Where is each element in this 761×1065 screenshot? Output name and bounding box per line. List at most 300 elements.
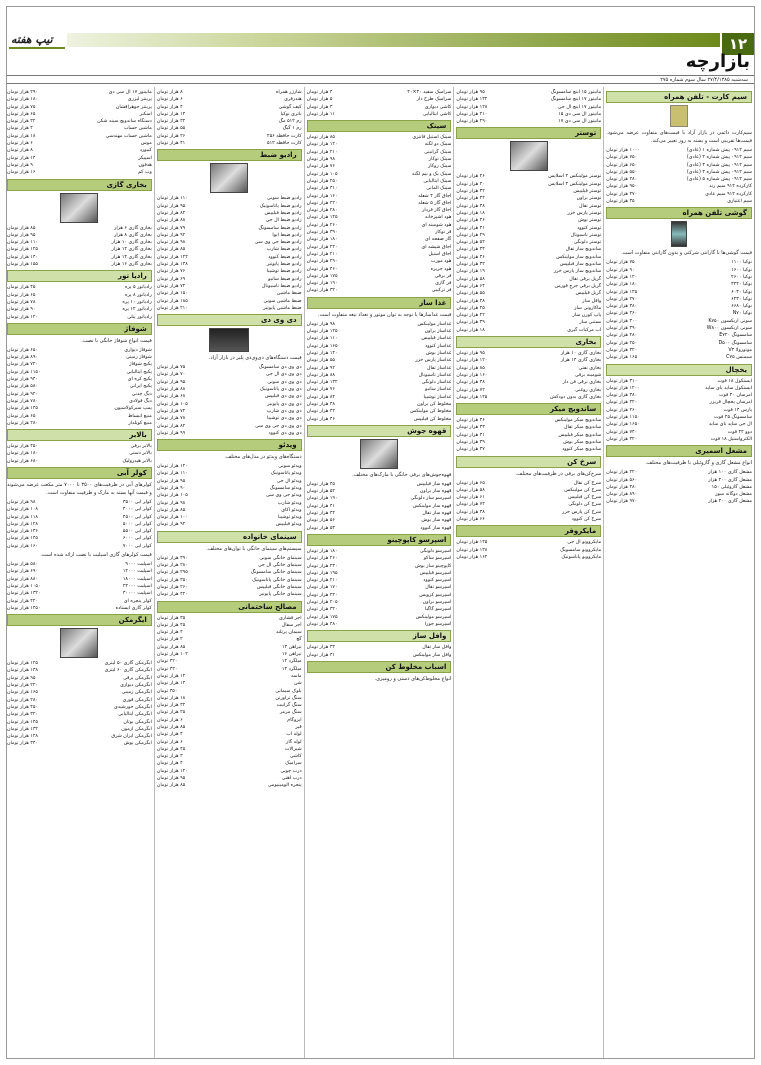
item-name: کولر آبی ۶۰۰۰ [122, 536, 152, 542]
item-name: بخاری گازی ۶ هزار [114, 225, 152, 231]
price-row [7, 689, 152, 696]
item-name: غذاساز دلونگی [421, 380, 452, 386]
item-price: ۲۶۰ هزار تومان [156, 584, 188, 590]
item-price: ۸۵ هزار تومان [7, 225, 36, 231]
product-photo [670, 105, 688, 127]
price-row [307, 394, 452, 401]
price-row [456, 181, 601, 188]
item-name: قهوه ساز کنوود [420, 525, 452, 531]
item-name: توستر براون [576, 196, 602, 202]
price-row [157, 739, 302, 746]
price-row [606, 176, 752, 183]
price-row [456, 232, 601, 239]
price-row [307, 335, 452, 342]
item-name: دی وی دی سونی [267, 379, 302, 385]
item-price: ۲۵۰ هزار تومان [306, 178, 338, 184]
item-name: قهوه ساز براون [419, 489, 452, 495]
item-price: ۱۲۰ هزار تومان [456, 358, 488, 364]
price-section [307, 425, 452, 532]
price-row [157, 96, 302, 103]
price-row [7, 254, 152, 261]
item-name: توستر فیلیپس [573, 189, 602, 195]
item-price: ۴۶ هزار تومان [456, 218, 485, 224]
item-price: ۳۱ هزار تومان [456, 432, 485, 438]
price-row [456, 246, 601, 253]
item-name: لوله گاز [286, 739, 302, 745]
item-name: مانیتور ۱۷ ال سی دی [108, 90, 152, 95]
price-row [7, 306, 152, 313]
item-price: ۳۹ هزار تومان [456, 439, 485, 445]
item-price: ۱۴۵ هزار تومان [456, 540, 488, 546]
item-name: هود مورب [430, 259, 452, 265]
item-name: شیرآلات [284, 746, 302, 752]
item-price: ۱۹ هزار تومان [456, 269, 485, 275]
price-row [456, 480, 601, 487]
item-name: نوکیا ۱۱۰۰ [731, 260, 752, 266]
item-name: اجاق شیشه ای [421, 244, 452, 250]
item-price: ۸۹۰ هزار تومان [7, 355, 38, 361]
price-row [7, 420, 152, 427]
item-name: سیمان پرتلند [275, 630, 302, 636]
item-name: سرخ کن پارس خزر [562, 509, 602, 515]
item-price: ۱۶۵۰ هزار تومان [606, 422, 640, 428]
price-row [307, 171, 452, 178]
price-row [307, 372, 452, 379]
price-row [307, 614, 452, 621]
item-price: ۲۶ هزار تومان [456, 174, 485, 180]
item-price: ۳۲۰ هزار تومان [306, 607, 338, 613]
price-row [157, 492, 302, 499]
price-row [7, 118, 152, 125]
item-name: دی وی دی شارپ [266, 408, 302, 414]
product-photo [60, 193, 98, 223]
price-row [456, 96, 601, 103]
item-name: شومینه برقی [574, 372, 602, 378]
price-row [606, 310, 752, 317]
item-name: فر برقی [434, 273, 452, 279]
section-heading: بخاری گازی [7, 179, 152, 191]
item-name: پکیج ایرانی [129, 384, 152, 390]
price-row [307, 134, 452, 141]
item-price: ۷۴ هزار تومان [456, 502, 485, 508]
item-price: ۱۹۵ هزار تومان [306, 570, 338, 576]
price-row [606, 354, 752, 361]
item-name: اسپرسو دلونگی [419, 548, 452, 554]
price-row [307, 570, 452, 577]
price-row [7, 104, 152, 111]
price-row [606, 491, 752, 498]
price-row [606, 414, 752, 421]
item-name: تیرآهن ۱۴ [281, 644, 302, 650]
price-row [307, 488, 452, 495]
item-name: سینمای خانگی ال جی [257, 563, 302, 569]
item-price: ۴ هزار تومان [156, 630, 183, 636]
item-price: ۴۸ هزار تومان [306, 401, 336, 407]
item-name: رادیو ضبط شارپ [266, 247, 302, 253]
price-row [7, 458, 152, 465]
item-price: ۱۰۵ هزار تومان [156, 493, 188, 499]
item-price: ۱۸۰ هزار تومان [7, 97, 38, 103]
item-price: ۷۸۰ هزار تومان [7, 398, 38, 404]
item-name: مشعل دوگانه سوز [715, 492, 752, 498]
item-name: رادیو ضبط جی وی سی [254, 240, 302, 246]
price-section [307, 630, 452, 659]
item-price: ۹۴۰ هزار تومان [7, 377, 38, 383]
price-row [307, 503, 452, 510]
item-price: ۱۲۵ هزار تومان [306, 329, 338, 335]
item-name: نوکیا N۷۰ [732, 311, 752, 317]
price-row [606, 399, 752, 406]
item-price: ۲۱۰ هزار تومان [456, 111, 488, 117]
price-row [157, 658, 302, 665]
item-price: ۱۴۵ هزار تومان [7, 536, 38, 542]
price-section [307, 534, 452, 628]
item-name: بخاری گازی ۱۴ هزار [111, 254, 152, 260]
item-name: گچ [296, 637, 302, 643]
item-name: قهوه ساز مولینکس [412, 503, 452, 509]
item-name: سینک روکار [427, 164, 452, 170]
price-row [7, 361, 152, 368]
section-heading: سیم کارت - تلفن همراه [606, 91, 752, 103]
item-price: ۱۹۰ هزار تومان [306, 496, 338, 502]
price-row [307, 563, 452, 570]
item-price: ۱۵۵ هزار تومان [7, 262, 38, 268]
item-name: اسپلیت ۹۰۰۰ [125, 562, 152, 568]
item-price: ۱۱۸ هزار تومان [7, 514, 38, 520]
product-photo [671, 221, 687, 247]
item-price: ۵۲ هزار تومان [456, 240, 485, 246]
item-price: ۳۱ هزار تومان [306, 652, 336, 658]
item-price: ۱۷۵ هزار تومان [306, 614, 338, 620]
price-row [7, 133, 152, 140]
item-price: ۴۵ هزار تومان [456, 305, 485, 311]
item-name: سیم ۰۹۱۲ پیش شماره ۳ (عادی) [686, 162, 752, 168]
item-price: ۴ هزار تومان [7, 126, 33, 132]
item-name: ساندویچ میکر تفال [564, 425, 602, 431]
item-price: ۲۰۵ هزار تومان [306, 600, 338, 606]
item-name: ویدئو توشیبا [277, 515, 302, 521]
price-row [307, 408, 452, 415]
item-price: ۱۳۲ هزار تومان [306, 380, 338, 386]
item-price: ۴۶ هزار تومان [306, 416, 336, 422]
price-row [606, 303, 752, 310]
price-row [157, 709, 302, 716]
section-intro: قهوه‌جوش‌های برقی خانگی با مارک‌های مختلف. [352, 471, 452, 478]
item-name: ساندویچ ساز پارس خزر [553, 269, 602, 275]
price-row [606, 469, 752, 476]
item-name: سیم اعتباری [727, 199, 752, 205]
price-row [606, 332, 752, 339]
item-name: ایستکول ساید بای ساید [705, 385, 752, 391]
item-name: ایستکول ۱۸ فوت [717, 378, 752, 384]
item-name: کاشی [289, 754, 302, 760]
item-name: بخاری گازی بدون دودکش [550, 394, 602, 400]
item-price: ۱۲۰ هزار تومان [156, 768, 188, 774]
price-row [456, 111, 601, 118]
item-name: رادیو ضبط آیوا [272, 232, 302, 238]
item-name: توستر مولینکس ۴ اسلایس [548, 181, 602, 187]
price-row [456, 446, 601, 453]
price-row [157, 379, 302, 386]
item-name: درب آهنی [281, 776, 302, 782]
item-price: ۱۸ هزار تومان [456, 210, 485, 216]
item-price: ۲۸۰ هزار تومان [306, 208, 338, 214]
price-row [456, 173, 601, 180]
price-row [307, 244, 452, 251]
item-price: ۲۹۰ هزار تومان [306, 259, 338, 265]
price-row [307, 178, 452, 185]
item-name: دی وی دی سامسونگ [258, 365, 302, 371]
item-name: هود شومینه ای [421, 222, 452, 228]
item-name: توستر بوش [578, 218, 602, 224]
price-row [7, 733, 152, 740]
price-row [456, 319, 601, 326]
price-row [157, 305, 302, 312]
price-row [157, 232, 302, 239]
item-price: ۴۲۰ تومان [156, 659, 178, 665]
item-price: ۲۱۰ هزار تومان [306, 149, 338, 155]
item-name: گاز صفحه ای [425, 237, 452, 243]
section-heading: مصالح ساختمانی [157, 601, 302, 613]
price-row [307, 481, 452, 488]
price-row [606, 259, 752, 266]
item-name: غذاساز سانیو [424, 387, 452, 393]
price-row [157, 401, 302, 408]
price-row [606, 429, 752, 436]
item-price: ۹۹ هزار تومان [156, 430, 186, 436]
item-name: آبگرمکن ایران شرق [111, 734, 152, 740]
item-price: ۲۲۰ هزار تومان [306, 200, 338, 206]
price-row [456, 554, 601, 561]
item-name: رادیو ضبط ناسیونال [261, 283, 302, 289]
price-row [157, 746, 302, 753]
item-name: ویدئو پاناسونیک [270, 471, 302, 477]
item-price: ۲۴۰ هزار تومان [306, 592, 338, 598]
item-price: ۹۵ هزار تومان [7, 675, 36, 681]
item-name: سرخ کن تفال [573, 480, 602, 486]
item-price: ۱۶۰ هزار تومان [456, 372, 488, 378]
price-row [456, 188, 601, 195]
item-name: وب کم [137, 170, 152, 176]
price-row [456, 118, 601, 125]
item-price: ۲۶۰ هزار تومان [306, 556, 338, 562]
item-price: ۹۲۰ هزار تومان [7, 391, 38, 397]
item-name: هدفون [138, 162, 152, 168]
section-heading: وافل ساز [307, 630, 452, 642]
item-name: دیگ فولادی [129, 398, 152, 404]
price-row [606, 191, 752, 198]
price-row [606, 154, 752, 161]
item-price: ۹۰ هزار تومان [7, 307, 36, 313]
price-row [157, 104, 302, 111]
item-price: ۸۸۰ هزار تومان [7, 576, 38, 582]
item-price: ۷۶ هزار تومان [156, 269, 186, 275]
item-price: ۴۵ هزار تومان [7, 285, 36, 291]
item-price: ۴۵۰ هزار تومان [7, 444, 38, 450]
item-name: رادیو ضبط فیلیپس [264, 210, 302, 216]
item-price: ۴۸۰ هزار تومان [306, 621, 338, 627]
item-price: ۸۵ هزار تومان [456, 365, 485, 371]
item-name: ساندویچ ساز مولینکس [556, 254, 602, 260]
item-name: اجاق گاز فردار [422, 208, 452, 214]
price-row [307, 89, 452, 96]
price-row [456, 195, 601, 202]
item-price: ۶۹ هزار تومان [156, 276, 186, 282]
item-price: ۵۵ هزار تومان [156, 126, 186, 132]
price-row [606, 169, 752, 176]
item-name: سینک توکار [428, 157, 452, 163]
item-price: ۱۲۰ هزار تومان [606, 274, 638, 280]
section-intro: سیم‌کارت دائمی در بازار آزاد با قیمت‌های متفاوت عرضه می‌شود. قیمت‌ها تقریبی است و بسته به روز تغییر می‌کند. [606, 130, 752, 144]
price-row [307, 401, 452, 408]
item-price: ۳۶ هزار تومان [456, 254, 485, 260]
item-name: بلوک سیمانی [275, 688, 302, 694]
price-row [7, 590, 152, 597]
item-name: آبگرمکن خورشیدی [113, 704, 152, 710]
item-price: ۳۲۰ هزار تومان [306, 288, 338, 294]
item-name: میلگرد ۱۲ [281, 659, 302, 665]
price-row [157, 118, 302, 125]
item-price: ۱۳۸ هزار تومان [156, 262, 188, 268]
item-name: ساندویچ ساز فیلیپس [559, 262, 602, 268]
item-price: ۵۳ هزار تومان [306, 525, 336, 531]
item-name: باتری نوکیا [280, 111, 302, 117]
item-price: ۱۰۰ هزار تومان [156, 515, 188, 521]
item-price: ۴ هزار تومان [156, 732, 183, 738]
item-name: بالابر هیدرولیک [122, 458, 152, 464]
item-name: سرامیک طرح دار [416, 97, 452, 103]
section-heading: توستر [456, 127, 601, 139]
item-price: ۶۹۰ هزار تومان [7, 569, 38, 575]
item-name: سیمنس C۷۵ [726, 355, 752, 361]
item-name: اسپرسو ساکو [423, 556, 452, 562]
item-price: ۱۱۵۰ هزار تومان [7, 369, 41, 375]
price-row [606, 436, 752, 443]
item-name: میلگرد ۱۴ [281, 666, 302, 672]
item-name: شوفاژ دیواری [124, 347, 152, 353]
item-price: ۴۶۰ هزار تومان [306, 266, 338, 272]
price-row [157, 254, 302, 261]
price-row [456, 89, 601, 96]
item-price: ۴ هزار تومان [156, 761, 183, 767]
item-price: ۳۳ هزار تومان [456, 425, 485, 431]
price-row [307, 321, 452, 328]
item-price: ۳۲۰ هزار تومان [7, 712, 38, 718]
item-price: ۹۲ هزار تومان [306, 365, 336, 371]
item-price: ۲۷۰ هزار تومان [606, 296, 638, 302]
item-price: ۴۰ هزار تومان [456, 181, 485, 187]
price-row [157, 485, 302, 492]
price-row [7, 576, 152, 583]
item-price: ۳۴ هزار تومان [306, 645, 336, 651]
item-price: ۱۲۸ هزار تومان [7, 521, 38, 527]
price-section [456, 336, 601, 401]
item-name: غذاساز توشیبا [423, 394, 452, 400]
item-price: ۳۴ هزار تومان [456, 247, 485, 253]
item-price: ۶۵۰ هزار تومان [606, 162, 638, 168]
item-price: ۱۶۲ هزار تومان [456, 554, 488, 560]
price-row [157, 615, 302, 622]
price-row [7, 443, 152, 450]
price-row [157, 283, 302, 290]
item-name: اسکنر [139, 111, 152, 117]
price-row [307, 229, 452, 236]
item-price: ۲۸۰ هزار تومان [7, 697, 38, 703]
price-row [157, 371, 302, 378]
price-row [157, 261, 302, 268]
item-price: ۳۸ هزار تومان [456, 509, 485, 515]
price-row [606, 162, 752, 169]
price-row [7, 499, 152, 506]
price-row [7, 675, 152, 682]
item-name: اسپرسو تفال [425, 585, 452, 591]
section-heading: بالابر [7, 429, 152, 441]
item-name: سینک یک و نیم لگنه [412, 171, 452, 177]
price-row [307, 379, 452, 386]
price-section [456, 403, 601, 453]
item-price: ۱۲۰۰ هزار تومان [606, 385, 640, 391]
column-1 [604, 87, 754, 1058]
price-row [307, 193, 452, 200]
price-row [7, 354, 152, 361]
item-price: ۹۸ هزار تومان [306, 321, 336, 327]
item-price: ۱۸۰ هزار تومان [7, 451, 38, 457]
item-name: آبگرمکن بوش [123, 741, 152, 747]
item-price: ۳۴۰ هزار تومان [7, 741, 38, 747]
price-row [157, 225, 302, 232]
price-row [307, 111, 452, 118]
item-price: ۷۲ هزار تومان [456, 387, 485, 393]
item-price: ۵۸ هزار تومان [456, 487, 485, 493]
item-price: ۵۶ هزار تومان [306, 518, 336, 524]
price-row [157, 753, 302, 760]
price-row [7, 535, 152, 542]
item-price: ۷۸ هزار تومان [156, 416, 186, 422]
item-name: مشعل گازوئیلی ۱۵۰ [711, 484, 752, 490]
price-row [7, 299, 152, 306]
price-row [307, 163, 452, 170]
item-price: ۴۳۰ تومان [156, 666, 178, 672]
item-name: مانیتور ۱۵ اینچ سامسونگ [550, 90, 602, 95]
price-section [157, 314, 302, 437]
item-name: آبگرمکن زمینی [121, 690, 152, 696]
item-price: ۸۵ هزار تومان [156, 247, 186, 253]
item-name: دی وی دی پایونیر [267, 401, 302, 407]
item-price: ۷۶ هزار تومان [306, 164, 336, 170]
item-price: ۱۰۲ هزار تومان [156, 652, 188, 658]
price-section [456, 456, 601, 524]
item-price: ۱۷۵ هزار تومان [306, 273, 338, 279]
price-row [307, 365, 452, 372]
item-name: آب مرکبات گیری [567, 327, 602, 333]
item-price: ۱۴۵۰ هزار تومان [7, 605, 41, 611]
item-name: دی وی دی کنوود [268, 430, 302, 436]
item-name: آبگرمکن فوری [122, 697, 152, 703]
item-name: ویدئو جی وی سی [266, 493, 302, 499]
item-name: ویدئو ال جی [276, 478, 302, 484]
price-row [157, 298, 302, 305]
price-row [456, 210, 601, 217]
price-section [7, 179, 152, 269]
item-price: ۳۲۰ هزار تومان [606, 436, 638, 442]
price-row [157, 393, 302, 400]
item-price: ۳۵۰ هزار تومان [156, 577, 188, 583]
item-name: اسپیکر [138, 155, 152, 161]
item-price: ۷۶ هزار تومان [306, 387, 336, 393]
price-section [7, 614, 152, 748]
item-price: ۶ هزار تومان [156, 717, 183, 723]
price-row [456, 372, 601, 379]
